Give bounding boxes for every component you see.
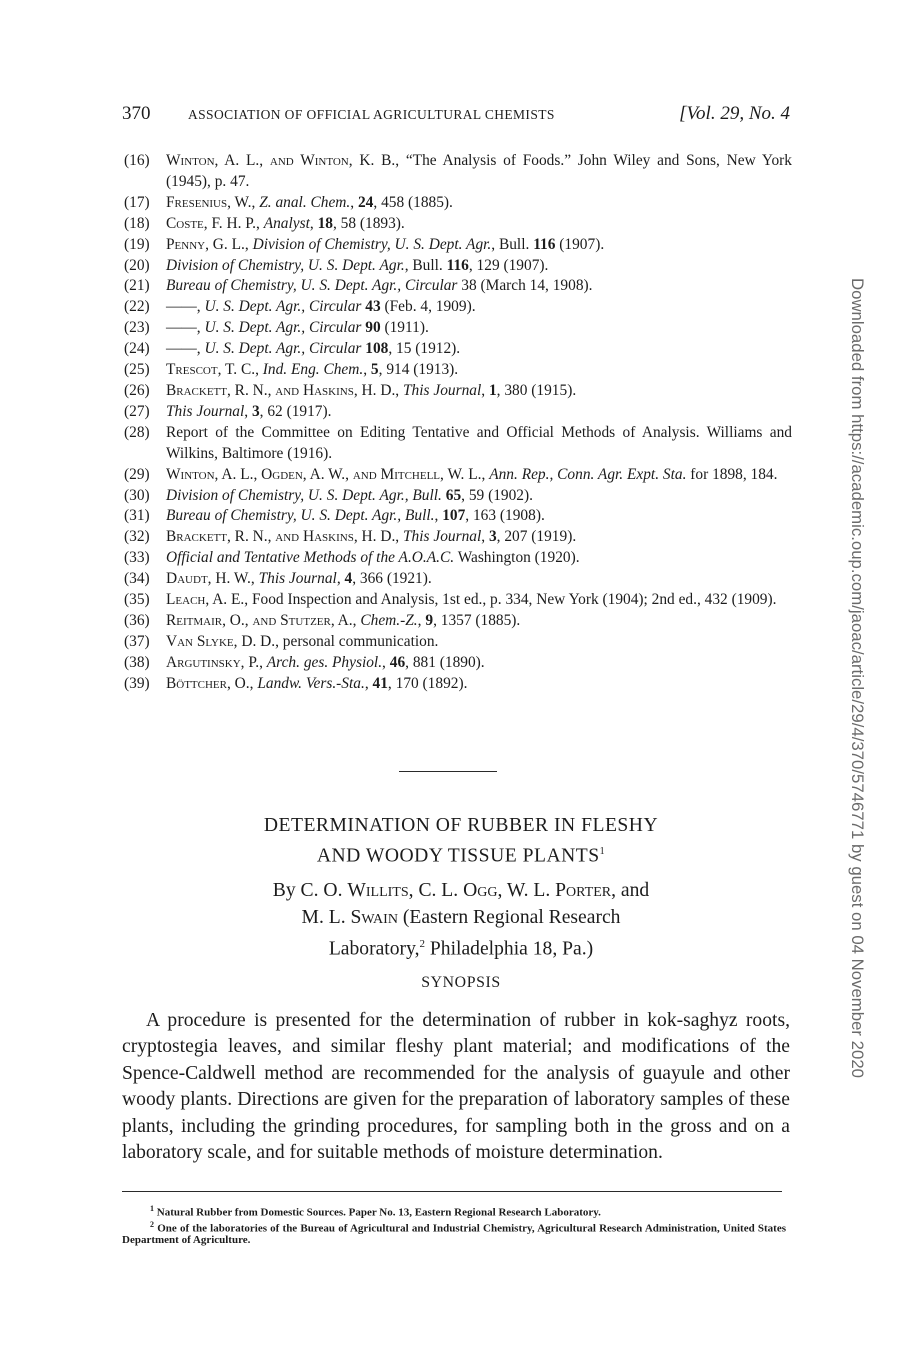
reference-text: Ind. Eng. Chem.	[262, 361, 364, 379]
reference-text: ,	[352, 611, 361, 629]
reference-number: (23)	[124, 319, 150, 337]
reference-text: (1911).	[380, 319, 429, 337]
reference-text: 46	[389, 653, 406, 671]
reference-text: Z. anal. Chem.	[259, 193, 351, 211]
reference-text: Division of Chemistry, U. S. Dept. Agr.	[252, 235, 492, 253]
reference-text: , Bull.	[404, 256, 447, 274]
reference-number: (16)	[124, 152, 150, 169]
reference-text: U. S. Dept. Agr., Circular	[204, 340, 362, 358]
reference-number: (20)	[124, 256, 150, 274]
reference-text: , Bull.	[491, 235, 534, 253]
reference-list	[122, 151, 792, 695]
reference-text: ,	[363, 361, 371, 379]
reference-text: U. S. Dept. Agr., Circular	[204, 319, 362, 337]
reference-text: ,	[382, 653, 390, 671]
reference-text: Chem.-Z.	[360, 611, 418, 629]
reference-text: Washington (1920).	[454, 549, 580, 567]
footnote-2-mark: 2	[150, 1220, 154, 1230]
reference-text: Landw. Vers.-Sta.	[257, 674, 365, 692]
reference-number: (33)	[124, 549, 150, 567]
synopsis-heading: SYNOPSIS	[421, 974, 501, 991]
reference-number: (34)	[124, 570, 150, 588]
reference-text: ,	[434, 507, 443, 525]
reference-text: 116	[533, 235, 556, 253]
reference-text: Bureau of Chemistry, U. S. Dept. Agr., Bull.	[166, 507, 435, 525]
reference-item	[122, 506, 792, 527]
reference-item	[122, 423, 792, 465]
reference-text: Winton, A. L., Ogden, A. W., and Mitchell, W. L.	[166, 465, 482, 483]
reference-text: , 881 (1890).	[405, 653, 485, 671]
reference-text: Analyst	[263, 214, 310, 232]
reference-text: 43	[365, 298, 381, 316]
reference-number: (31)	[124, 507, 150, 525]
reference-item	[122, 653, 792, 674]
reference-item	[122, 256, 792, 277]
reference-item	[122, 402, 792, 423]
reference-number: (24)	[124, 340, 150, 358]
reference-text: 3	[488, 528, 497, 546]
reference-text: ,	[250, 570, 259, 588]
reference-number: (28)	[124, 423, 150, 441]
reference-text: for 1898, 184.	[686, 465, 778, 483]
reference-text: This Journal	[258, 570, 337, 588]
reference-item	[122, 339, 792, 360]
reference-number: (21)	[124, 277, 150, 295]
title-line-1: DETERMINATION OF RUBBER IN FLESHY	[263, 815, 659, 836]
reference-number: (22)	[124, 298, 150, 316]
author-sep-2: , W. L.	[497, 880, 556, 901]
reference-item	[122, 214, 792, 235]
title-line-2-text: AND WOODY TISSUE PLANTS	[316, 845, 600, 867]
reference-item	[122, 276, 792, 297]
footnote-1-mark: 1	[150, 1204, 154, 1213]
footnote-1-text: Natural Rubber from Domestic Sources. Paper No. 13, Eastern Regional Research Laboratory.	[154, 1206, 601, 1219]
reference-text: ,	[395, 381, 403, 399]
reference-text: , 458 (1885).	[373, 193, 453, 211]
reference-text: 90	[365, 319, 381, 337]
reference-text: ,	[244, 402, 252, 420]
reference-text: ,	[255, 361, 263, 379]
reference-number: (36)	[124, 611, 150, 629]
reference-number: (26)	[124, 381, 150, 399]
reference-item	[122, 632, 792, 653]
reference-text: Leach, A. E.	[166, 591, 245, 609]
reference-text: Brackett, R. N., and Haskins, H. D.	[166, 528, 396, 546]
reference-text: 1	[488, 381, 497, 399]
author-porter: Porter	[555, 880, 612, 901]
journal-name: ASSOCIATION OF OFFICIAL AGRICULTURAL CHEMISTS	[188, 107, 555, 122]
reference-text: ——,	[166, 298, 205, 316]
reference-text: ,	[256, 214, 264, 232]
reference-item	[122, 611, 792, 632]
reference-text: Official and Tentative Methods of the A.O.A.C.	[166, 549, 455, 567]
reference-item	[122, 465, 792, 486]
reference-text: 107	[442, 507, 466, 525]
reference-number: (19)	[124, 235, 150, 253]
reference-text: Reitmair, O., and Stutzer, A.	[166, 611, 353, 629]
reference-text: , 366 (1921).	[352, 570, 432, 588]
reference-number: (39)	[124, 674, 150, 692]
reference-text: Ann. Rep., Conn. Agr. Expt. Sta.	[489, 465, 687, 483]
reference-text: ,	[481, 465, 490, 483]
footnote-rule	[122, 1191, 782, 1192]
reference-item	[122, 360, 792, 381]
title-line-2	[122, 839, 800, 870]
reference-item	[122, 297, 792, 318]
reference-text: 4	[344, 570, 353, 588]
author-line-2	[122, 905, 800, 932]
reference-item	[122, 674, 792, 695]
reference-number: (29)	[124, 465, 150, 483]
reference-text: Trescot, T. C.	[166, 361, 256, 379]
reference-number: (30)	[124, 486, 150, 504]
reference-text: ——,	[166, 319, 205, 337]
reference-text: ——,	[166, 340, 205, 358]
reference-text: ,	[481, 528, 489, 546]
reference-text: Division of Chemistry, U. S. Dept. Agr., Bull.	[166, 486, 442, 504]
reference-text: , 58 (1893).	[332, 214, 405, 232]
reference-text: ,	[395, 528, 403, 546]
reference-text: (Feb. 4, 1909).	[380, 298, 476, 316]
reference-number: (35)	[124, 591, 150, 609]
reference-text: ,	[259, 653, 267, 671]
reference-text: , Food Inspection and Analysis, 1st ed., p. 334, New York (1904); 2nd ed., 432 (1909).	[244, 591, 777, 609]
reference-text: Coste, F. H. P.	[166, 214, 256, 232]
affiliation-1: (Eastern Regional Research	[397, 906, 621, 928]
reference-text: U. S. Dept. Agr., Circular	[204, 298, 362, 316]
article-title	[122, 813, 800, 870]
reference-text: ,	[249, 674, 258, 692]
reference-text: Winton, A. L., and Winton, K. B.	[166, 152, 396, 169]
volume-info: [Vol. 29, No. 4	[679, 103, 790, 124]
watermark-text: Downloaded from https://academic.oup.com/jaoac/article/29/4/370/5746771 by guest on 04 November 2020	[848, 278, 866, 1051]
affiliation-footnote-mark: 2	[419, 938, 425, 950]
reference-text: This Journal	[403, 528, 482, 546]
reference-item	[122, 569, 792, 590]
reference-text: Report of the Committee on Editing Tentative and Official Methods of Analysis. Williams and Wilkins, Baltimore (1916).	[166, 423, 792, 462]
reference-text: , 129 (1907).	[468, 256, 549, 274]
reference-item	[122, 486, 792, 507]
footnote-1	[122, 1203, 786, 1219]
affiliation-3: Philadelphia 18, Pa.)	[425, 938, 594, 960]
reference-text: Argutinsky, P.	[166, 653, 260, 671]
reference-text: Böttcher, O.	[166, 674, 250, 692]
reference-text: , 170 (1892).	[387, 674, 468, 692]
reference-text: This Journal	[403, 381, 482, 399]
reference-text: Fresenius, W.	[166, 193, 252, 211]
synopsis-text: A procedure is presented for the determination of rubber in kok-saghyz roots, cryptostegia leaves, and similar fleshy plant material; and modifications of the Spence-Caldwell method are recommended for the analysis of guayule and other woody plants. Directions are given for the preparation of laboratory samples of these plants, including the grinding procedures, for sampling both in the gross and on a laboratory scale, and for suitable methods of moisture determination.	[122, 1010, 790, 1164]
reference-text: , 914 (1913).	[378, 361, 459, 379]
author-by: By C. O.	[272, 880, 348, 901]
title-footnote-mark: 1	[599, 846, 606, 857]
reference-text: 65	[445, 486, 462, 504]
reference-text: ,	[251, 193, 260, 211]
reference-item	[122, 193, 792, 214]
reference-number: (38)	[124, 653, 150, 671]
reference-text: Daudt, H. W.	[166, 570, 251, 588]
reference-number: (27)	[124, 402, 150, 420]
footnotes	[122, 1203, 786, 1247]
page-number: 370	[122, 103, 151, 124]
reference-text: ,	[309, 214, 318, 232]
reference-text: 41	[372, 674, 388, 692]
reference-text: Brackett, R. N., and Haskins, H. D.	[166, 381, 396, 399]
reference-number: (37)	[124, 632, 150, 650]
reference-text: 9	[425, 611, 434, 629]
reference-text: Division of Chemistry, U. S. Dept. Agr.	[166, 256, 405, 274]
reference-text: , 163 (1908).	[465, 507, 545, 525]
reference-item	[122, 527, 792, 548]
reference-text: ,	[481, 381, 489, 399]
reference-text: , personal communication.	[275, 632, 439, 650]
reference-text: , “The Analysis of Foods.” John Wiley and Sons, New York (1945), p. 47.	[166, 152, 793, 190]
footnote-2-text: One of the laboratories of the Bureau of Agricultural and Industrial Chemistry, Agricultural Research Administration, United States Department of Agriculture.	[122, 1222, 786, 1247]
reference-text: , 62 (1917).	[259, 402, 332, 420]
author-willits: Willits	[347, 880, 409, 901]
reference-text: ,	[417, 611, 426, 629]
reference-text: ,	[244, 235, 253, 253]
reference-item	[122, 151, 792, 193]
reference-text: 38 (March 14, 1908).	[457, 277, 593, 295]
reference-text: , 59 (1902).	[461, 486, 533, 504]
reference-text: ,	[364, 674, 373, 692]
reference-item	[122, 548, 792, 569]
reference-text: 108	[365, 340, 389, 358]
reference-text: This Journal	[166, 402, 245, 420]
affiliation-2: Laboratory,	[328, 938, 420, 960]
reference-text: , 15 (1912).	[388, 340, 461, 358]
author-swain-initials: M. L.	[301, 906, 351, 928]
reference-item	[122, 318, 792, 339]
reference-number: (18)	[124, 214, 150, 232]
reference-text: (1907).	[555, 235, 605, 253]
reference-text: 18	[317, 214, 333, 232]
reference-number: (32)	[124, 528, 150, 546]
author-ogg: Ogg	[463, 880, 498, 901]
running-header	[122, 103, 790, 129]
reference-number: (25)	[124, 361, 150, 379]
reference-text: ,	[336, 570, 345, 588]
reference-text: Van Slyke, D. D.	[166, 632, 276, 650]
section-divider	[399, 771, 497, 772]
reference-text: , 1357 (1885).	[433, 611, 521, 629]
reference-text: Arch. ges. Physiol.	[266, 653, 383, 671]
reference-number: (17)	[124, 193, 150, 211]
author-block	[122, 878, 800, 963]
reference-text: Bureau of Chemistry, U. S. Dept. Agr., Circular	[166, 277, 458, 295]
reference-text: ,	[350, 193, 358, 211]
reference-text: Penny, G. L.	[166, 235, 245, 253]
footnote-2	[122, 1219, 786, 1247]
author-sep-1: , C. L.	[408, 880, 464, 901]
author-swain: Swain	[350, 906, 398, 928]
author-line-1	[122, 878, 800, 905]
author-sep-3: , and	[611, 880, 650, 901]
reference-text: 5	[370, 361, 379, 379]
reference-item	[122, 590, 792, 611]
reference-text: 3	[251, 402, 260, 420]
reference-text: , 380 (1915).	[496, 381, 577, 399]
reference-text: , 207 (1919).	[496, 528, 577, 546]
reference-item	[122, 235, 792, 256]
reference-item	[122, 381, 792, 402]
reference-text: 24	[357, 193, 374, 211]
author-line-3	[122, 931, 800, 963]
reference-text: 116	[446, 256, 469, 274]
